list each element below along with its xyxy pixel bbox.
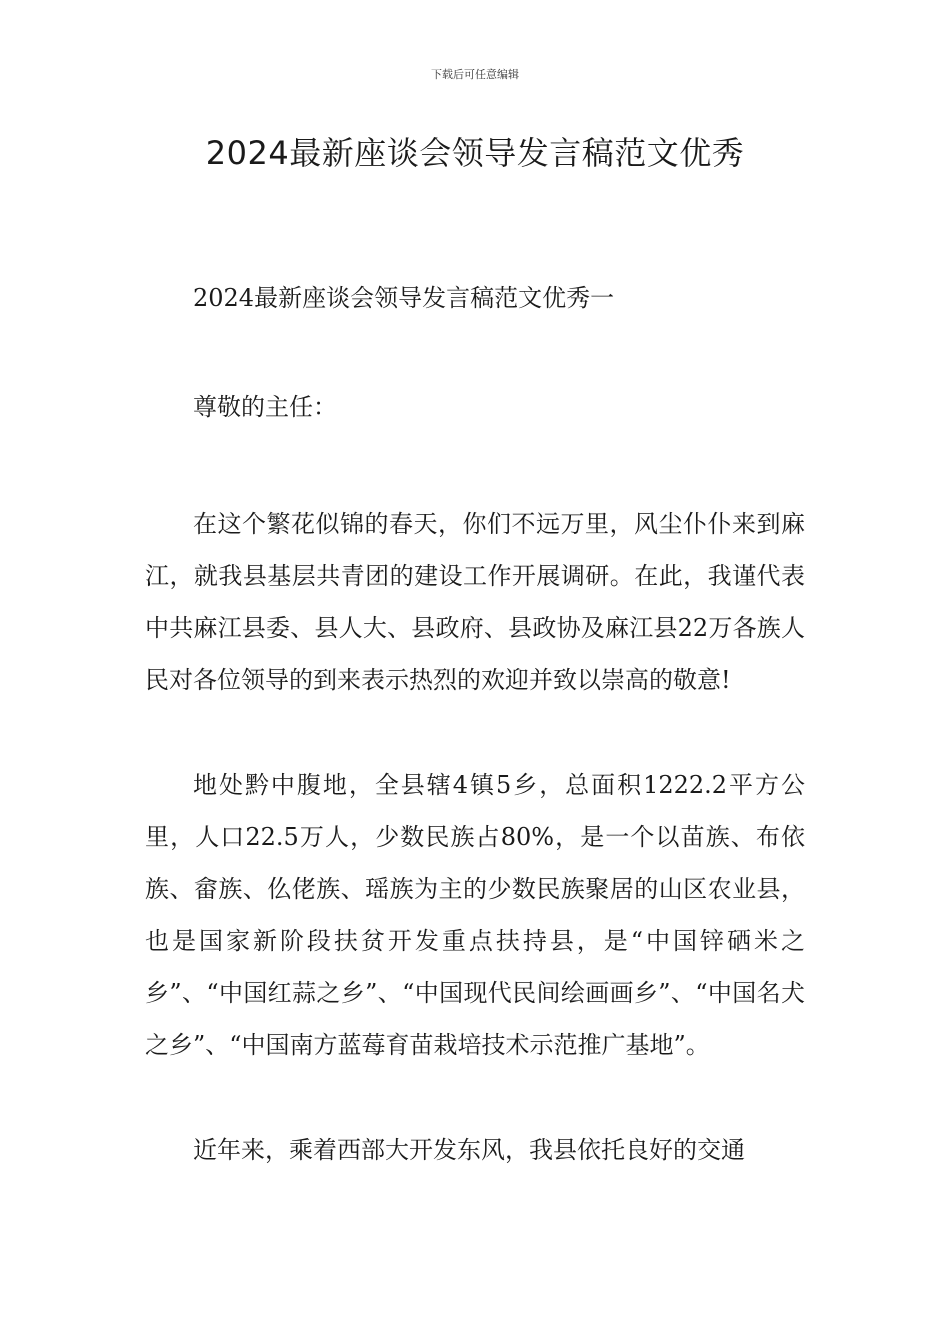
paragraph-1: 在这个繁花似锦的春天，你们不远万里，风尘仆仆来到麻江，就我县基层共青团的建设工作开展调研。在此，我谨代表中共麻江县委、县人大、县政府、县政协及麻江县22万各族人民对各位领导的到来表示热烈的欢迎并致以崇高的敬意! (145, 510, 805, 694)
document-body (145, 280, 805, 1229)
paragraph-2: 地处黔中腹地，全县辖4镇5乡，总面积1222.2平方公里，人口22.5万人，少数民族占80%，是一个以苗族、布依族、畲族、仫佬族、瑶族为主的少数民族聚居的山区农业县，也是国家新阶段扶贫开发重点扶持县，是“中国锌硒米之乡”、“中国红蒜之乡”、“中国现代民间绘画画乡”、“中国名犬之乡”、“中国南方蓝莓育苗栽培技术示范推广基地”。 (145, 771, 805, 1059)
salutation: 尊敬的主任： (193, 393, 337, 421)
document-title: 2024最新座谈会领导发言稿范文优秀 (205, 134, 745, 172)
paragraph-3: 近年来，乘着西部大开发东风，我县依托良好的交通 (193, 1136, 745, 1164)
header-note: 下载后可任意编辑 (431, 68, 519, 81)
section-heading: 2024最新座谈会领导发言稿范文优秀一 (193, 284, 615, 312)
